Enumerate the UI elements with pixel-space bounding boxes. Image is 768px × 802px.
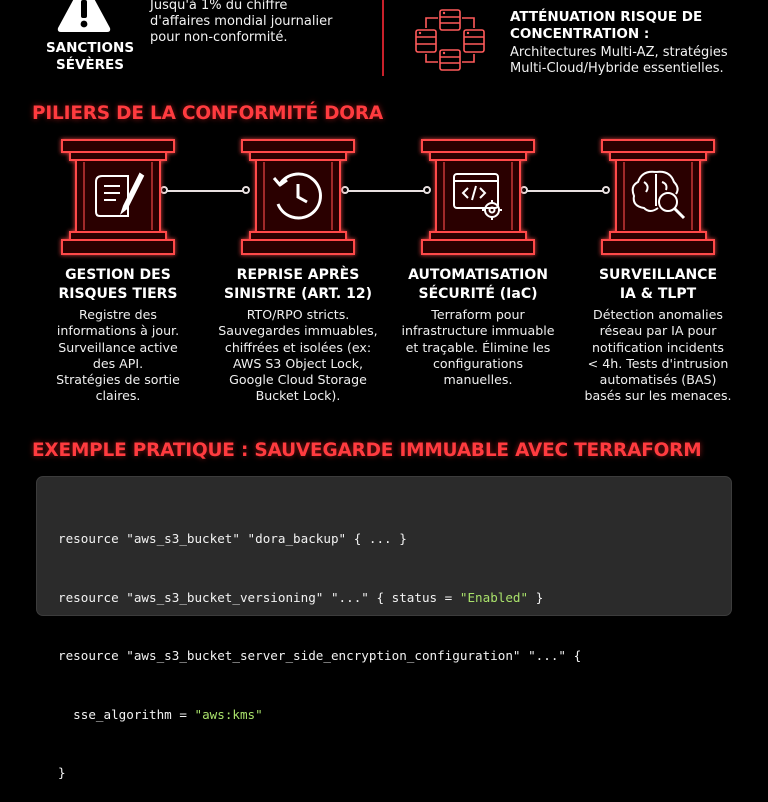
- concentration-title: ATTÉNUATION RISQUE DE CONCENTRATION :: [510, 9, 703, 42]
- sanctions-title: SANCTIONS SÉVÈRES: [45, 40, 135, 73]
- code-line: resource "aws_s3_bucket_versioning" "..." { status = "Enabled" }: [58, 589, 544, 605]
- pillar-title-monitoring: SURVEILLANCE IA & TLPT: [598, 267, 718, 302]
- concentration-description: Architectures Multi-AZ, stratégies Multi-Cloud/Hybride essentielles.: [510, 45, 728, 76]
- pillar-description-recovery: RTO/RPO stricts. Sauvegardes immuables, chiffrées et isolées (ex: AWS S3 Object Lock, Google Cloud Storage Bucket Lock).: [218, 307, 378, 404]
- multi-cloud-servers-icon: [414, 8, 486, 74]
- pillar-title-automation: AUTOMATISATION SÉCURITÉ (IaC): [408, 267, 548, 302]
- pillar-ai-monitoring: [598, 138, 718, 256]
- sanctions-description: Jusqu'à 1% du chiffre d'affaires mondial journalier pour non-conformité.: [150, 0, 333, 45]
- code-block: [58, 490, 581, 802]
- pillar-description-risk: Registre des informations à jour. Surveillance active des API. Stratégies de sortie claires.: [56, 307, 180, 404]
- code-line: sse_algorithm = "aws:kms": [58, 706, 263, 722]
- pillar-connector: [347, 190, 425, 192]
- pillar-risk-management: [58, 138, 178, 256]
- code-line: }: [58, 765, 66, 780]
- top-divider: [382, 0, 384, 76]
- example-heading: EXEMPLE PRATIQUE : SAUVEGARDE IMMUABLE AVEC TERRAFORM: [32, 440, 702, 461]
- pillar-description-automation: Terraform pour infrastructure immuable et traçable. Élimine les configurations manuelles.: [401, 307, 555, 388]
- pillar-disaster-recovery: [238, 138, 358, 256]
- pillar-title-risk: GESTION DES RISQUES TIERS: [58, 267, 178, 302]
- pillars-heading: PILIERS DE LA CONFORMITÉ DORA: [32, 103, 383, 124]
- code-line: resource "aws_s3_bucket" "dora_backup" { ... }: [58, 531, 407, 546]
- pillar-description-monitoring: Détection anomalies réseau par IA pour notification incidents < 4h. Tests d'intrusion automatisés (BAS) basés sur les menaces.: [584, 307, 732, 404]
- pillar-title-recovery: REPRISE APRÈS SINISTRE (ART. 12): [224, 267, 372, 302]
- pillar-security-automation: [418, 138, 538, 256]
- warning-triangle-icon: [56, 0, 112, 34]
- code-line: resource "aws_s3_bucket_server_side_encryption_configuration" "..." {: [58, 648, 582, 663]
